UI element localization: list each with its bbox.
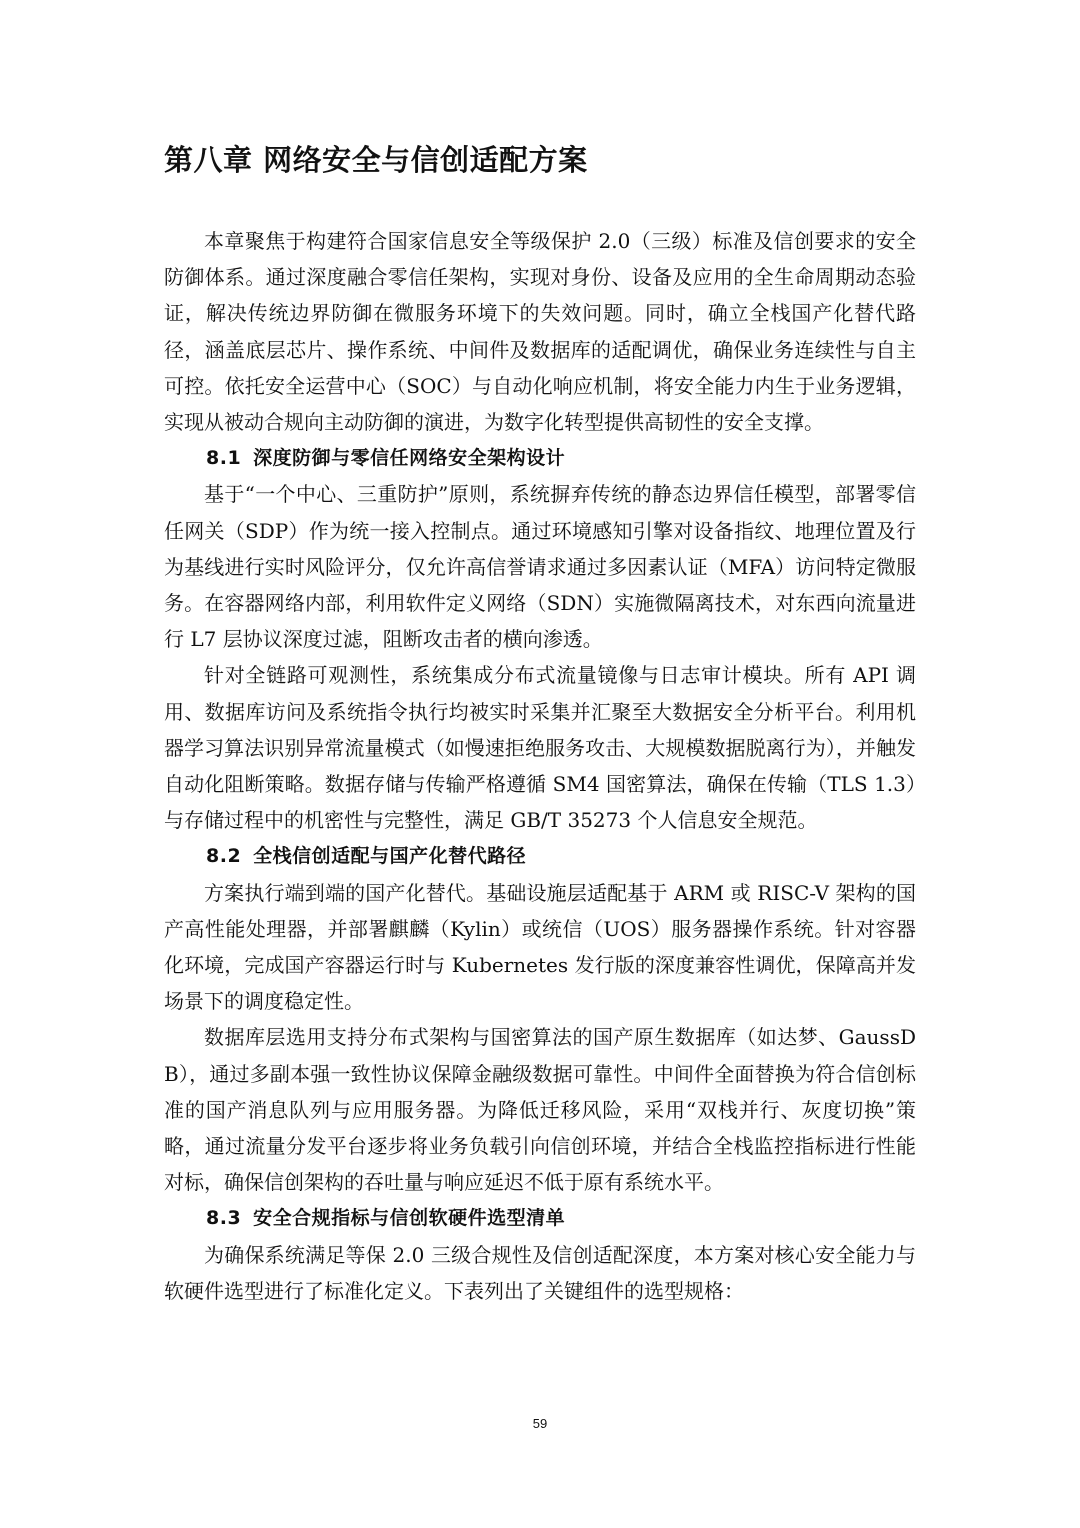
section-number: 8.1: [206, 447, 242, 470]
page-number: 59: [532, 1416, 548, 1431]
section-8-3-paragraph-1: 为确保系统满足等保 2.0 三级合规性及信创适配深度，本方案对核心安全能力与软硬件选型进行了标准化定义。下表列出了关键组件的选型规格：: [164, 1242, 916, 1303]
section-title: 深度防御与零信任网络安全架构设计: [253, 447, 566, 470]
section-title: 安全合规指标与信创软硬件选型清单: [253, 1207, 566, 1230]
chapter-title: 第八章 网络安全与信创适配方案: [164, 143, 588, 177]
section-number: 8.2: [206, 845, 242, 868]
chapter-body: [164, 223, 916, 1309]
section-8-1-paragraph-2: 针对全链路可观测性，系统集成分布式流量镜像与日志审计模块。所有 API 调用、数据库访问及系统指令执行均被实时采集并汇聚至大数据安全分析平台。利用机器学习算法识别异常流量模式（如慢速拒绝服务攻击、大规模数据脱离行为），并触发自动化阻断策略。数据存储与传输严格遵循 SM4 国密算法，确保在传输（TLS 1.3）与存储过程中的机密性与完整性，满足 GB/T 35273 个人信息安全规范。: [164, 663, 916, 833]
section-heading-8-2: [164, 838, 916, 874]
section-8-1-paragraph-1: 基于“一个中心、三重防护”原则，系统摒弃传统的静态边界信任模型，部署零信任网关（SDP）作为统一接入控制点。通过环境感知引擎对设备指纹、地理位置及行为基线进行实时风险评分，仅允许高信誉请求通过多因素认证（MFA）访问特定微服务。在容器网络内部，利用软件定义网络（SDN）实施微隔离技术，对东西向流量进行 L7 层协议深度过滤，阻断攻击者的横向渗透。: [164, 482, 916, 652]
section-title: 全栈信创适配与国产化替代路径: [253, 845, 527, 868]
section-8-2-paragraph-2: 数据库层选用支持分布式架构与国密算法的国产原生数据库（如达梦、GaussDB），通过多副本强一致性协议保障金融级数据可靠性。中间件全面替换为符合信创标准的国产消息队列与应用服务器。为降低迁移风险，采用“双栈并行、灰度切换”策略，通过流量分发平台逐步将业务负载引向信创环境，并结合全栈监控指标进行性能对标，确保信创架构的吞吐量与响应延迟不低于原有系统水平。: [164, 1025, 916, 1195]
section-heading-8-3: [164, 1200, 916, 1236]
chapter-intro-paragraph: 本章聚焦于构建符合国家信息安全等级保护 2.0（三级）标准及信创要求的安全防御体系。通过深度融合零信任架构，实现对身份、设备及应用的全生命周期动态验证，解决传统边界防御在微服务环境下的失效问题。同时，确立全栈国产化替代路径，涵盖底层芯片、操作系统、中间件及数据库的适配调优，确保业务连续性与自主可控。依托安全运营中心（SOC）与自动化响应机制，将安全能力内生于业务逻辑，实现从被动合规向主动防御的演进，为数字化转型提供高韧性的安全支撑。: [164, 229, 916, 435]
section-8-2-paragraph-1: 方案执行端到端的国产化替代。基础设施层适配基于 ARM 或 RISC-V 架构的国产高性能处理器，并部署麒麟（Kylin）或统信（UOS）服务器操作系统。针对容器化环境，完成国产容器运行时与 Kubernetes 发行版的深度兼容性调优，保障高并发场景下的调度稳定性。: [164, 880, 916, 1014]
section-number: 8.3: [206, 1207, 242, 1230]
section-heading-8-1: [164, 440, 916, 476]
